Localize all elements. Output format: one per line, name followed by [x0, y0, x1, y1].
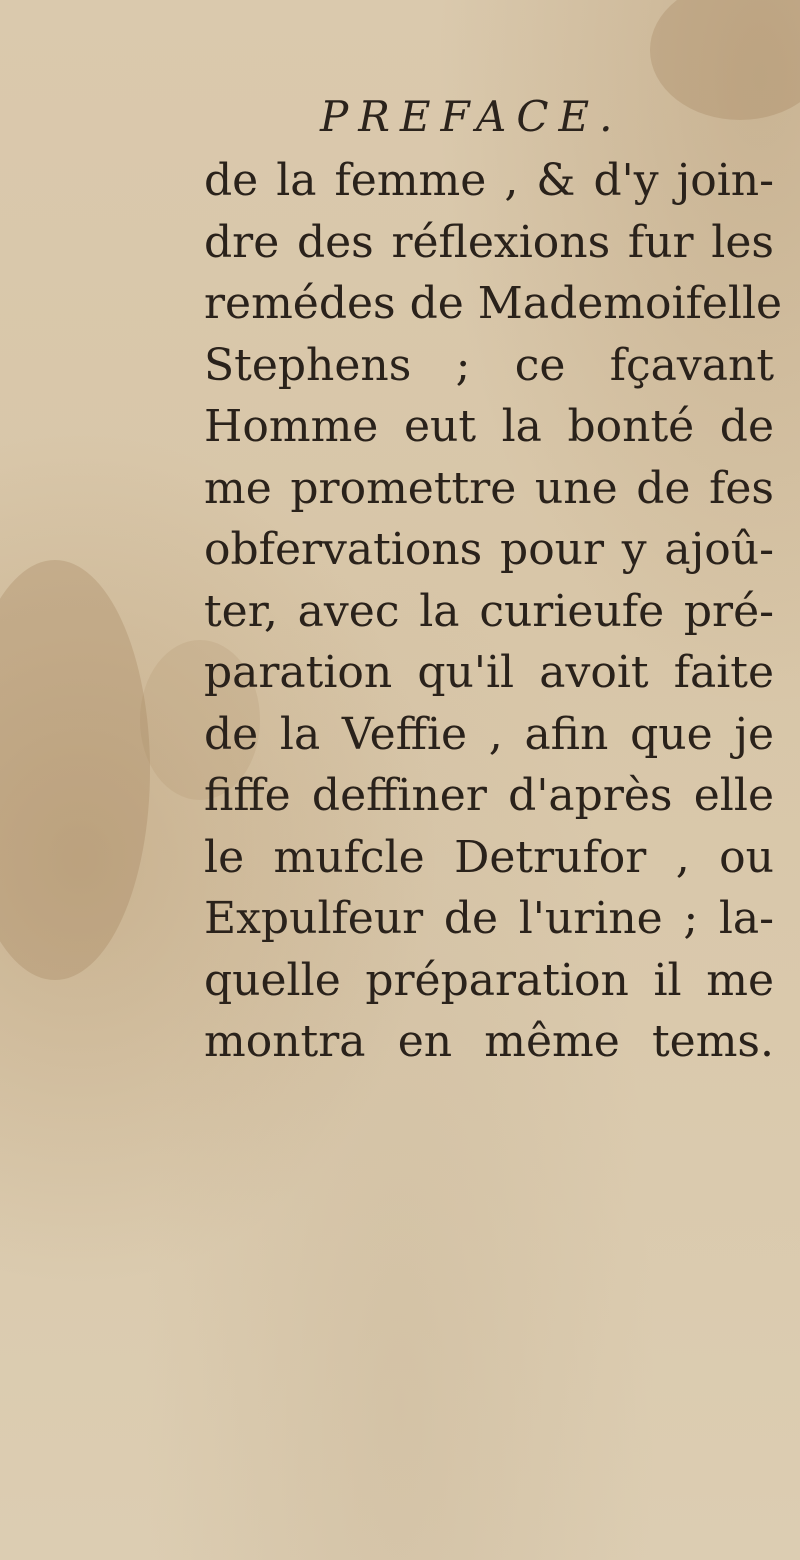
text-line: de la femme , & d'y join- — [204, 155, 774, 206]
running-head: PREFACE. — [320, 92, 623, 141]
text-line: quelle préparation il me — [204, 954, 774, 1006]
text-line: ter, avec la curieufe pré- — [204, 585, 774, 637]
text-line: me promettre une de fes — [204, 462, 774, 514]
foxing-stain — [650, 0, 800, 120]
text-line: Stephens ; ce fçavant — [204, 339, 774, 391]
text-line: de la Veffie , afin que je — [204, 708, 774, 760]
text-line: Homme eut la bonté de — [204, 401, 774, 452]
text-line: montra en même tems. — [204, 1016, 774, 1067]
body-text — [204, 150, 783, 1073]
text-line: paration qu'il avoit faite — [204, 647, 774, 698]
text-line: le mufcle Detrufor , ou — [204, 831, 774, 883]
text-line: dre des réflexions fur les — [204, 216, 774, 268]
text-line: Expulfeur de l'urine ; la- — [204, 893, 774, 944]
foxing-stain — [0, 560, 150, 980]
text-line: remédes de Mademoifelle — [204, 278, 783, 329]
text-line: obfervations pour y ajoû- — [204, 524, 774, 575]
text-line: fiffe deffiner d'après elle — [204, 770, 774, 821]
